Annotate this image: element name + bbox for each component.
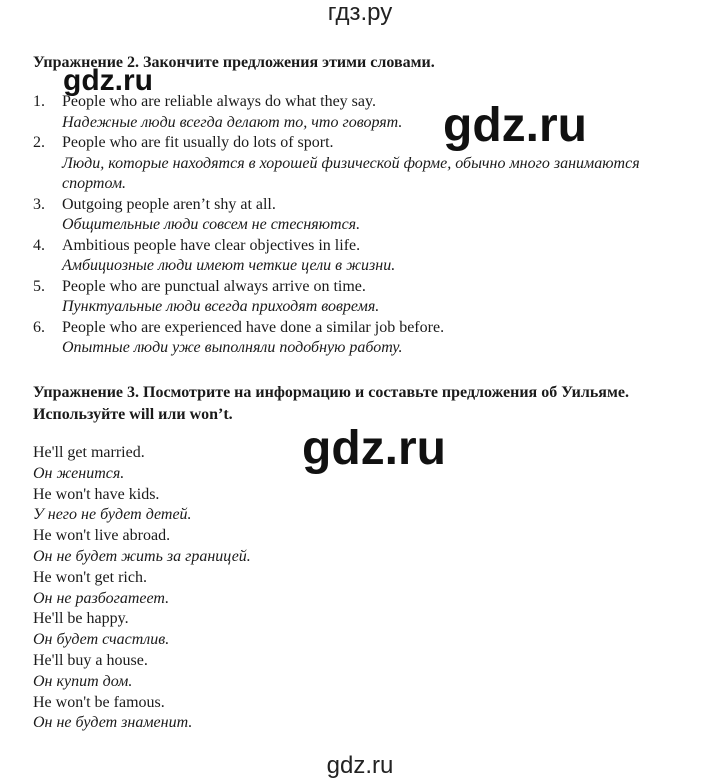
- english-sentence: He won't have kids.: [33, 485, 160, 503]
- list-item: [33, 133, 673, 195]
- russian-translation: Пунктуальные люди всегда приходят вовремя.: [62, 298, 380, 315]
- english-sentence: He won't get rich.: [33, 568, 147, 586]
- exercise-2-title: Упражнение 2. Закончите предложения этими словами.: [33, 54, 435, 71]
- list-item: [33, 318, 673, 359]
- english-sentence: People who are reliable always do what they say.: [62, 93, 376, 110]
- list-item: [33, 277, 673, 318]
- russian-translation: Он женится.: [33, 464, 125, 482]
- exercise-2-list: [33, 92, 673, 359]
- list-item: [33, 92, 673, 133]
- watermark-large-top: gdz.ru: [443, 99, 587, 152]
- russian-translation: Он не будет знаменит.: [33, 714, 193, 732]
- item-number: 4.: [33, 236, 45, 254]
- exercise-3-answers: [33, 443, 673, 734]
- list-item: [33, 236, 673, 277]
- item-number: 6.: [33, 318, 45, 336]
- list-item: [33, 195, 673, 236]
- site-footer: gdz.ru: [326, 752, 394, 779]
- english-sentence: He won't live abroad.: [33, 527, 171, 545]
- russian-translation: У него не будет детей.: [33, 506, 192, 524]
- russian-translation: Надежные люди всегда делают то, что говорят.: [62, 113, 403, 131]
- item-number: 3.: [33, 195, 45, 213]
- item-number: 2.: [33, 134, 45, 151]
- watermark-small: gdz.ru: [63, 64, 153, 97]
- english-sentence: People who are experienced have done a similar job before.: [62, 318, 445, 336]
- english-sentence: Outgoing people aren’t shy at all.: [62, 195, 276, 213]
- site-header: гдз.ру: [327, 0, 393, 26]
- english-sentence: Ambitious people have clear objectives in life.: [62, 236, 361, 254]
- english-sentence: People who are fit usually do lots of sport.: [62, 134, 334, 151]
- russian-translation: Общительные люди совсем не стесняются.: [62, 216, 361, 233]
- russian-translation: Опытные люди уже выполняли подобную работу.: [62, 339, 403, 356]
- english-sentence: He'll be happy.: [33, 610, 129, 628]
- watermark-large-middle: gdz.ru: [302, 422, 446, 475]
- russian-translation: Он не будет жить за границей.: [33, 547, 251, 565]
- russian-translation: Люди, которые находятся в хорошей физической форме, обычно много занимаются спортом.: [62, 154, 640, 192]
- english-sentence: He'll buy a house.: [33, 651, 148, 669]
- exercise-3-title: Упражнение 3. Посмотрите на информацию и составьте предложения об Уильяме. Используйте will или won’t.: [33, 384, 629, 423]
- english-sentence: He'll get married.: [33, 444, 145, 461]
- russian-translation: Он не разбогатеет.: [33, 589, 170, 607]
- russian-translation: Он будет счастлив.: [33, 631, 170, 649]
- russian-translation: Он купит дом.: [33, 672, 133, 690]
- item-number: 1.: [33, 93, 45, 110]
- russian-translation: Амбициозные люди имеют четкие цели в жизни.: [62, 257, 396, 274]
- english-sentence: He won't be famous.: [33, 693, 165, 711]
- item-number: 5.: [33, 277, 45, 295]
- english-sentence: People who are punctual always arrive on time.: [62, 277, 366, 295]
